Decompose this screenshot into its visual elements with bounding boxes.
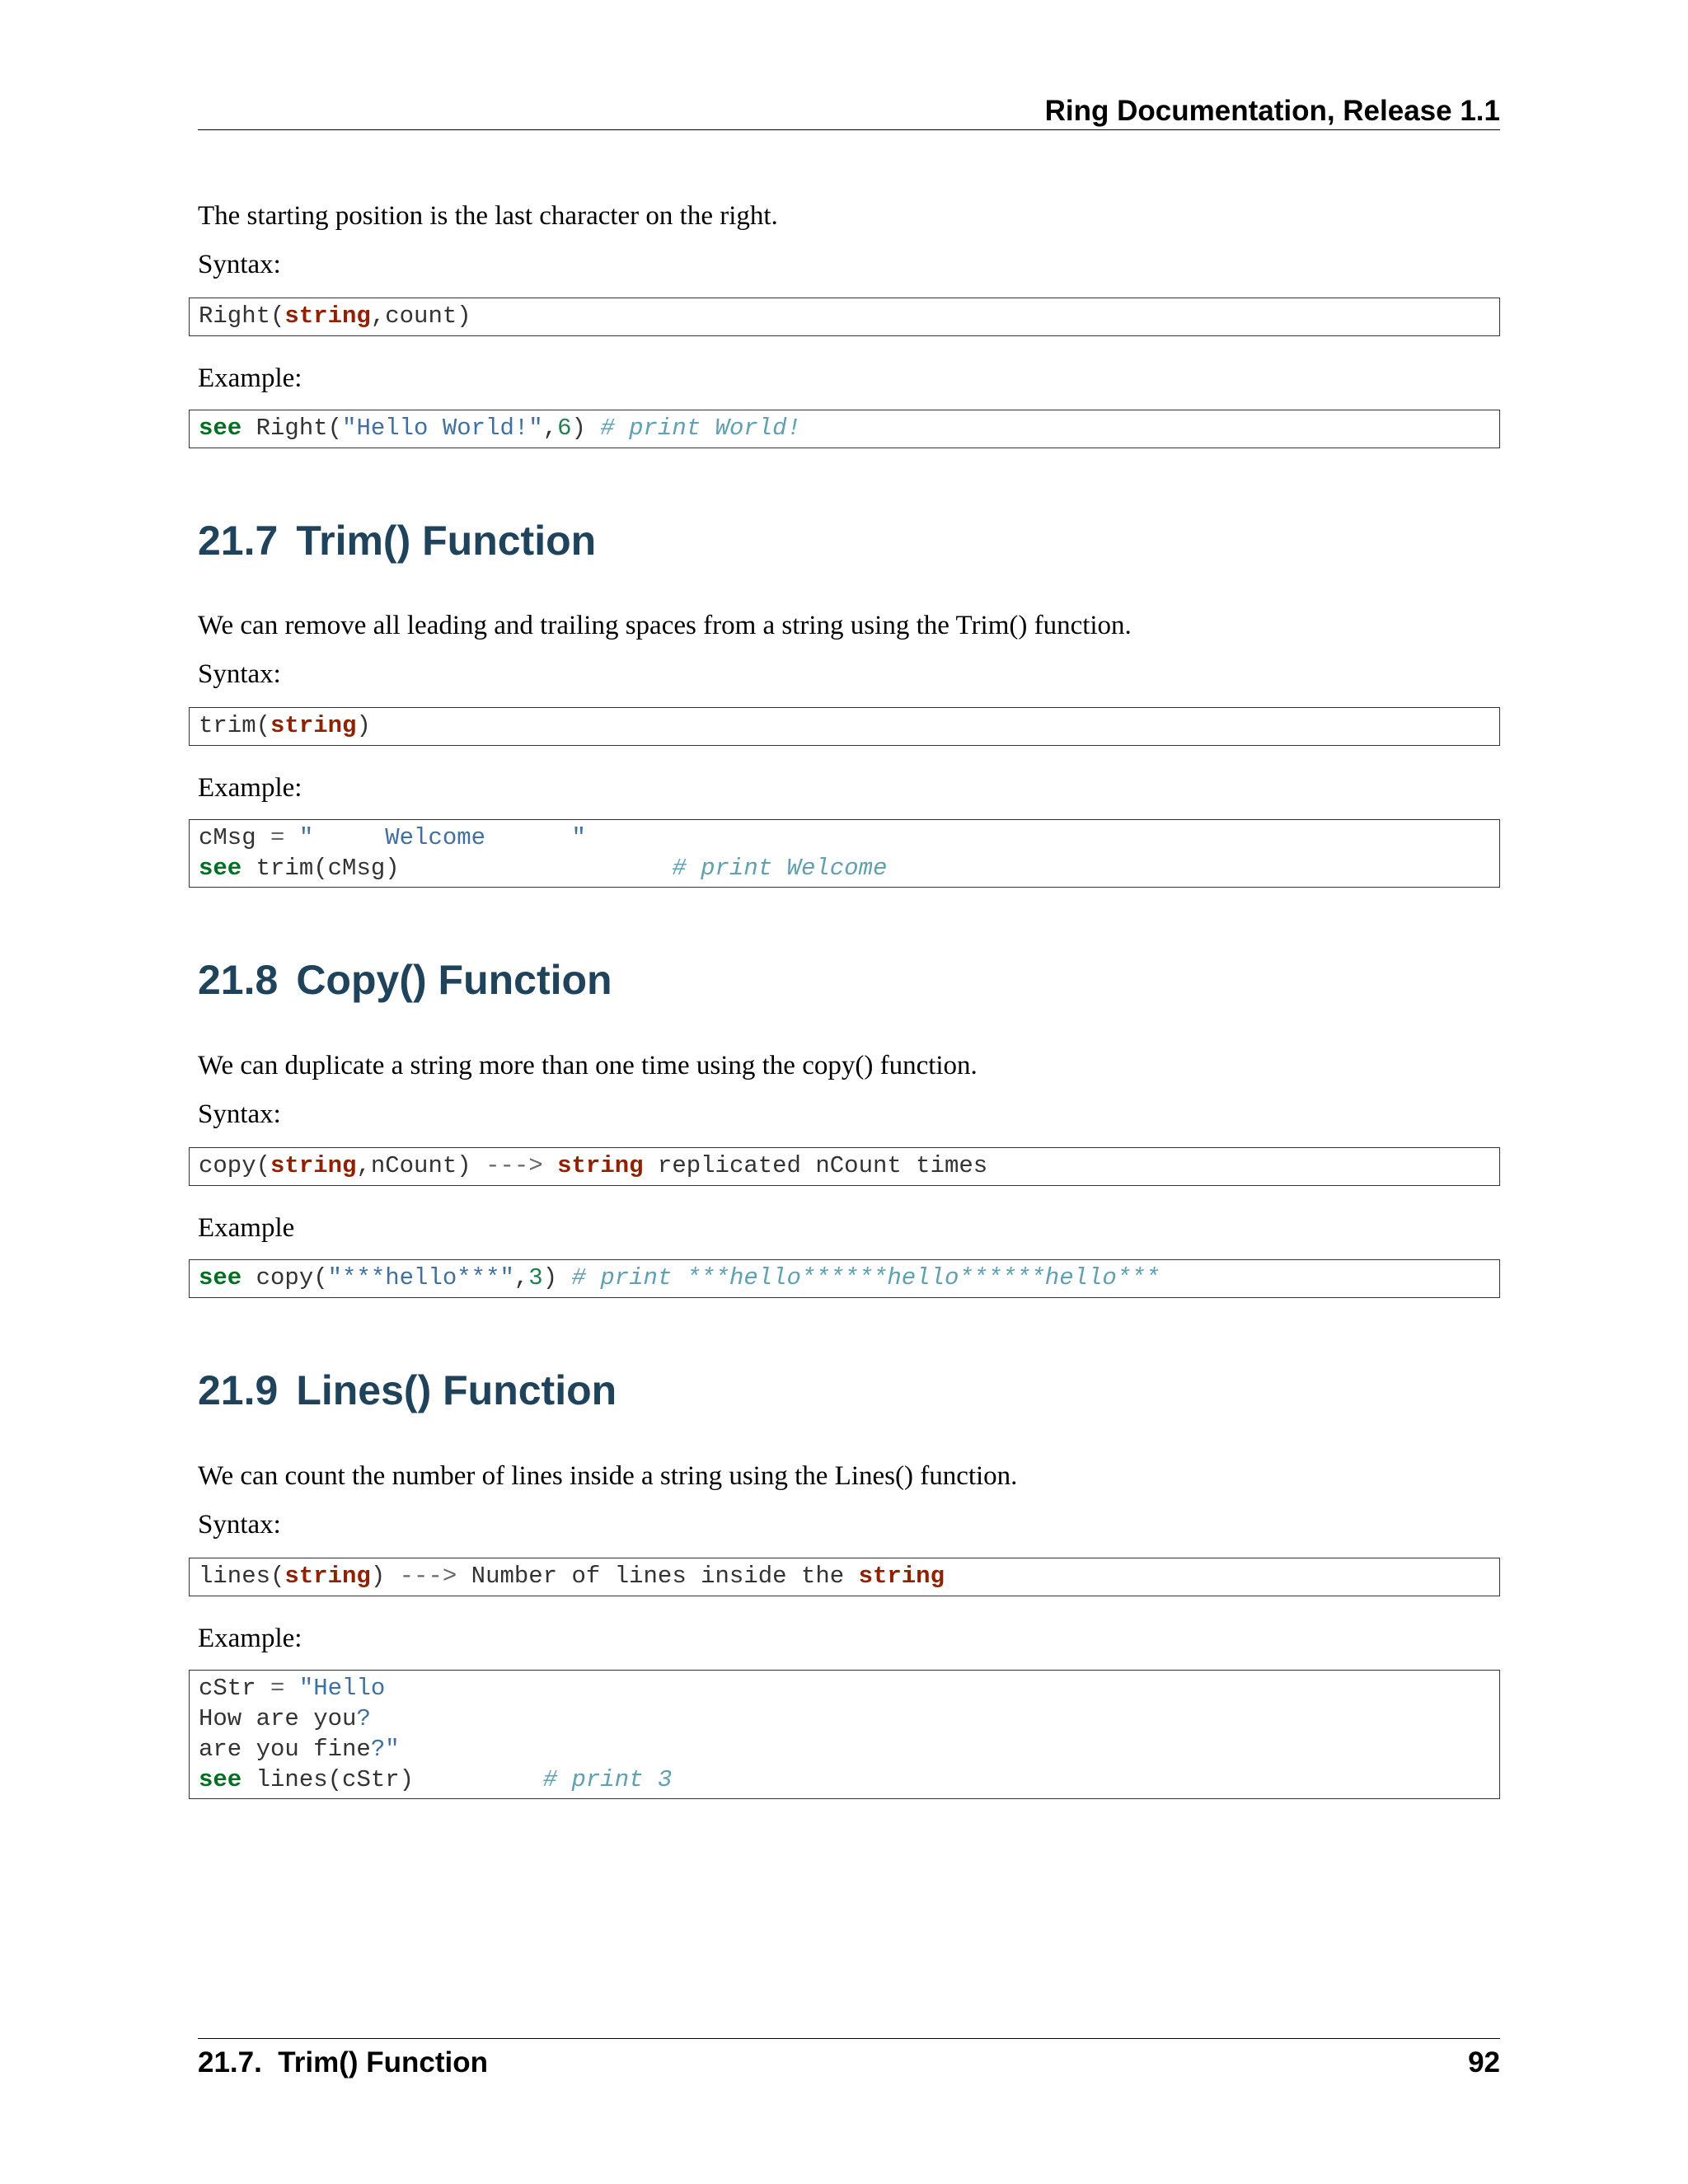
code-space xyxy=(284,1675,298,1702)
code-function: Right( xyxy=(199,302,285,330)
running-header: Ring Documentation, Release 1.1 xyxy=(1044,95,1500,127)
code-keyword: see xyxy=(199,415,242,442)
section-number: 21.7 xyxy=(198,518,279,564)
code-line xyxy=(199,301,1499,331)
code-args: ,nCount) xyxy=(356,1152,486,1179)
section-paragraph: We can count the number of lines inside a string using the Lines() function. xyxy=(198,1461,1018,1491)
code-call: lines(cStr) xyxy=(241,1766,543,1793)
code-number: 3 xyxy=(528,1264,543,1291)
intro-paragraph: The starting position is the last character on the right. xyxy=(198,201,778,231)
section-paragraph: We can duplicate a string more than one time using the copy() function. xyxy=(198,1051,978,1080)
code-text: How are you xyxy=(199,1705,357,1732)
code-function: trim( xyxy=(199,712,271,739)
code-space xyxy=(543,1152,557,1179)
page-number: 92 xyxy=(1468,2046,1500,2079)
code-block-copy-example xyxy=(189,1259,1500,1298)
code-identifier: cStr xyxy=(199,1675,271,1702)
code-punct: , xyxy=(513,1264,529,1291)
code-string: "Hello xyxy=(298,1675,386,1702)
code-keyword: see xyxy=(199,855,242,882)
syntax-label: Syntax: xyxy=(198,250,281,279)
code-line xyxy=(199,1734,1499,1765)
code-call: trim(cMsg) xyxy=(241,855,673,882)
code-line xyxy=(199,1765,1499,1795)
section-number: 21.9 xyxy=(198,1367,279,1413)
code-args: ) xyxy=(370,1563,400,1590)
code-text: Number of lines inside the xyxy=(457,1563,859,1590)
code-line xyxy=(199,823,1499,853)
code-line xyxy=(199,1673,1499,1704)
code-operator: = xyxy=(270,824,285,851)
code-comment: # print World! xyxy=(600,415,801,442)
code-function: lines( xyxy=(199,1563,285,1590)
code-keyword: see xyxy=(199,1264,242,1291)
code-line xyxy=(199,1561,1499,1591)
code-arrow: ---> xyxy=(399,1563,457,1590)
code-operator: = xyxy=(270,1675,285,1702)
section-heading-trim xyxy=(198,515,596,566)
code-comment: # print ***hello******hello******hello*** xyxy=(571,1264,1160,1291)
footer-rule xyxy=(198,2038,1500,2039)
code-args: ,count) xyxy=(370,302,471,330)
section-heading-copy xyxy=(198,954,612,1005)
code-punct: ) xyxy=(571,415,601,442)
section-title-text: Trim() Function xyxy=(296,518,597,564)
code-line xyxy=(199,413,1499,443)
code-text: are you fine xyxy=(199,1736,371,1763)
code-space xyxy=(284,824,298,851)
code-args: ) xyxy=(356,712,371,739)
example-label: Example: xyxy=(198,1624,302,1653)
code-comment: # print 3 xyxy=(542,1766,673,1793)
section-paragraph: We can remove all leading and trailing spaces from a string using the Trim() function. xyxy=(198,611,1132,640)
code-number: 6 xyxy=(557,415,572,442)
syntax-label: Syntax: xyxy=(198,1099,281,1129)
code-builtin: string xyxy=(557,1152,644,1179)
code-block-right-syntax xyxy=(189,298,1500,336)
code-block-copy-syntax xyxy=(189,1147,1500,1186)
code-punct: ) xyxy=(542,1264,572,1291)
code-block-lines-syntax xyxy=(189,1558,1500,1596)
code-line xyxy=(199,710,1499,741)
code-keyword: see xyxy=(199,1766,242,1793)
code-string: ?" xyxy=(370,1736,400,1763)
code-block-lines-example xyxy=(189,1670,1500,1799)
code-builtin: string xyxy=(284,302,371,330)
code-text: replicated nCount times xyxy=(643,1152,988,1179)
example-label: Example xyxy=(198,1213,295,1243)
code-line xyxy=(199,1151,1499,1181)
code-string: "***hello***" xyxy=(327,1264,514,1291)
code-block-trim-example xyxy=(189,819,1500,888)
code-call: copy( xyxy=(241,1264,328,1291)
code-comment: # print Welcome xyxy=(672,855,888,882)
code-string: "Hello World!" xyxy=(342,415,543,442)
code-builtin: string xyxy=(270,712,357,739)
code-block-trim-syntax xyxy=(189,707,1500,746)
code-builtin: string xyxy=(270,1152,357,1179)
code-function: copy( xyxy=(199,1152,271,1179)
code-string: ? xyxy=(356,1705,371,1732)
syntax-label: Syntax: xyxy=(198,659,281,689)
code-line xyxy=(199,853,1499,883)
document-page xyxy=(198,0,1500,2184)
header-rule xyxy=(198,129,1500,130)
example-label: Example: xyxy=(198,773,302,803)
code-punct: , xyxy=(542,415,558,442)
code-string: " Welcome " xyxy=(298,824,586,851)
code-arrow: ---> xyxy=(485,1152,543,1179)
example-label: Example: xyxy=(198,363,302,393)
footer-section-title: 21.7. Trim() Function xyxy=(198,2046,488,2079)
code-block-right-example xyxy=(189,410,1500,448)
code-call: Right( xyxy=(241,415,343,442)
section-heading-lines xyxy=(198,1365,617,1416)
syntax-label: Syntax: xyxy=(198,1510,281,1540)
section-title-text: Lines() Function xyxy=(296,1367,617,1413)
code-line xyxy=(199,1704,1499,1734)
code-builtin: string xyxy=(858,1563,945,1590)
section-title-text: Copy() Function xyxy=(296,957,612,1003)
code-line xyxy=(199,1263,1499,1293)
code-identifier: cMsg xyxy=(199,824,271,851)
code-builtin: string xyxy=(284,1563,371,1590)
section-number: 21.8 xyxy=(198,957,279,1003)
